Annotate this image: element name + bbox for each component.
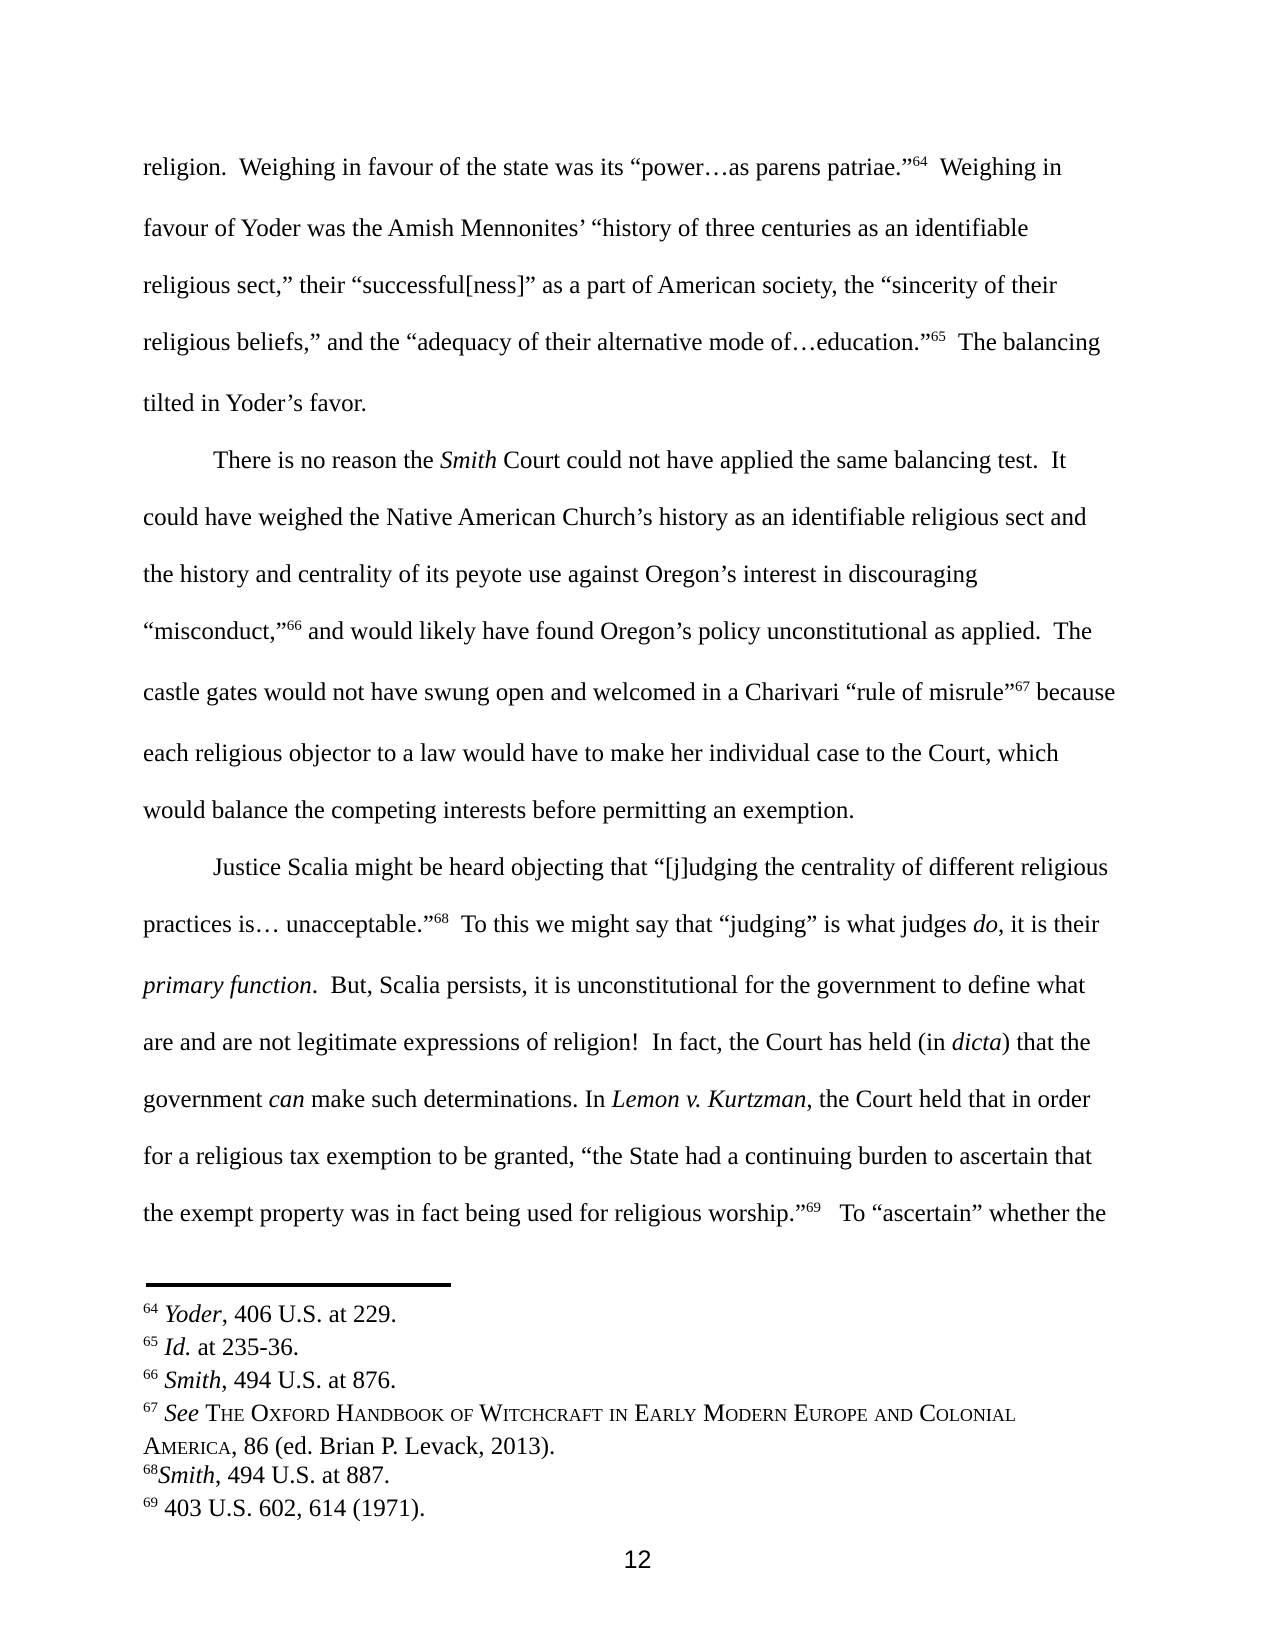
paragraph-1 [143,139,1223,432]
footnote-line [143,1333,1223,1366]
footnote-68 [143,1461,1223,1494]
text-segment: religion. Weighing in favour of the state was its “power…as parens patriae.” [143,154,913,181]
text-segment: the exempt property was in fact being used for religious worship.” [143,1200,807,1227]
text-segment: “misconduct,” [143,618,287,645]
text-segment: castle gates would not have swung open and welcomed in a Charivari “rule of misrule” [143,679,1015,706]
text-segment: religious sect,” their “successful[ness]” as a part of American society, the “sincerity of their [143,272,1058,299]
footnote-marker: 69 [143,1495,158,1511]
text-line [143,1185,1223,1246]
text-line [143,432,1223,489]
text-line [143,782,1223,839]
text-line [143,314,1223,375]
footnote-separator [146,1283,451,1287]
text-segment: Yoder [164,1301,222,1328]
text-segment: America [143,1433,232,1460]
footnote-reference: 69 [806,1200,822,1216]
text-segment: There is no reason the [213,447,441,474]
text-segment: for a religious tax exemption to be granted, “the State had a continuing burden to ascertain that [143,1143,1092,1170]
paragraph-2 [143,432,1223,839]
text-segment: , the Court held that in order [806,1086,1091,1113]
footnote-reference: 67 [1014,679,1030,695]
footnote-65 [143,1333,1223,1366]
footnote-line [143,1399,1223,1432]
text-segment: The Oxford Handbook of Witchcraft in Early Modern Europe and Colonial [205,1400,1016,1427]
text-segment: primary function [143,972,312,999]
text-segment: practices is… unacceptable.” [143,911,434,938]
text-segment: government [143,1086,269,1113]
text-segment: religious beliefs,” and the “adequacy of their alternative mode of…education.” [143,329,931,356]
text-segment: at 235-36. [191,1334,299,1361]
footnote-line [143,1366,1223,1399]
text-line [143,603,1223,664]
text-segment: Weighing in [927,154,1062,181]
footnote-reference: 66 [286,618,302,634]
text-segment: each religious objector to a law would have to make her individual case to the Court, which [143,740,1059,767]
text-segment: , 494 U.S. at 887. [214,1462,390,1489]
text-segment: Id. [164,1334,192,1361]
footnote-67 [143,1399,1223,1461]
footnote-line [143,1432,1223,1461]
footnote-64 [143,1300,1223,1333]
text-segment: The balancing [945,329,1101,356]
footnote-marker: 65 [143,1334,158,1350]
text-line [143,725,1223,782]
text-segment: because [1029,679,1116,706]
footnote-line [143,1461,1223,1494]
text-line [143,896,1223,957]
footnote-reference: 65 [930,329,946,345]
text-segment: could have weighed the Native American Church’s history as an identifiable religious sect and [143,504,1087,531]
text-segment: Smith [440,447,497,474]
text-line [143,839,1223,896]
text-segment: 403 U.S. 602, 614 (1971). [158,1495,426,1522]
footnote-marker: 66 [143,1367,158,1383]
text-segment: See [164,1400,199,1427]
text-line [143,664,1223,725]
text-segment: Smith [164,1367,222,1394]
text-segment: To “ascertain” whether the [821,1200,1107,1227]
text-segment: the history and centrality of its peyote use against Oregon’s interest in discouraging [143,561,978,588]
text-line [143,957,1223,1014]
text-segment: Lemon v. Kurtzman [611,1086,807,1113]
text-segment: make such determinations. In [304,1086,612,1113]
text-segment: To this we might say that “judging” is what judges [448,911,973,938]
footnote-line [143,1300,1223,1333]
text-line [143,200,1223,257]
text-line [143,1128,1223,1185]
text-line [143,489,1223,546]
text-segment: , 494 U.S. at 876. [221,1367,397,1394]
text-line [143,546,1223,603]
page-number: 12 [623,1546,652,1574]
text-segment: can [268,1086,305,1113]
text-segment: ) that the [1001,1029,1091,1056]
footnote-line [143,1494,1223,1527]
footnote-marker: 68 [143,1462,158,1478]
footnote-marker: 67 [143,1400,158,1416]
text-segment: . But, Scalia persists, it is unconstitutional for the government to define what [311,972,1086,999]
text-segment: and would likely have found Oregon’s policy unconstitutional as applied. The [301,618,1093,645]
text-segment: , 406 U.S. at 229. [221,1301,397,1328]
text-line [143,1014,1223,1071]
paragraph-3 [143,839,1223,1246]
text-segment: are and are not legitimate expressions of religion! In fact, the Court has held (in [143,1029,952,1056]
text-segment: Smith [158,1462,215,1489]
text-line [143,139,1223,200]
text-segment: , it is their [997,911,1100,938]
text-segment: Justice Scalia might be heard objecting that “[j]udging the centrality of different religious [213,854,1109,881]
footnote-marker: 64 [143,1301,158,1317]
text-line [143,1071,1223,1128]
text-segment: tilted in Yoder’s favor. [143,390,367,417]
text-segment: dicta [951,1029,1002,1056]
footnote-reference: 64 [912,154,928,170]
text-segment: do [972,911,998,938]
footnotes-section [143,1300,1223,1527]
text-segment: favour of Yoder was the Amish Mennonites’ “history of three centuries as an identifiable [143,215,1029,242]
text-segment: would balance the competing interests before permitting an exemption. [143,797,855,824]
text-line [143,257,1223,314]
text-segment: Court could not have applied the same balancing test. It [496,447,1067,474]
footnote-69 [143,1494,1223,1527]
footnote-reference: 68 [433,911,449,927]
document-body [143,139,1223,1246]
text-segment: , 86 (ed. Brian P. Levack, 2013). [231,1433,556,1460]
footnote-66 [143,1366,1223,1399]
text-line [143,375,1223,432]
